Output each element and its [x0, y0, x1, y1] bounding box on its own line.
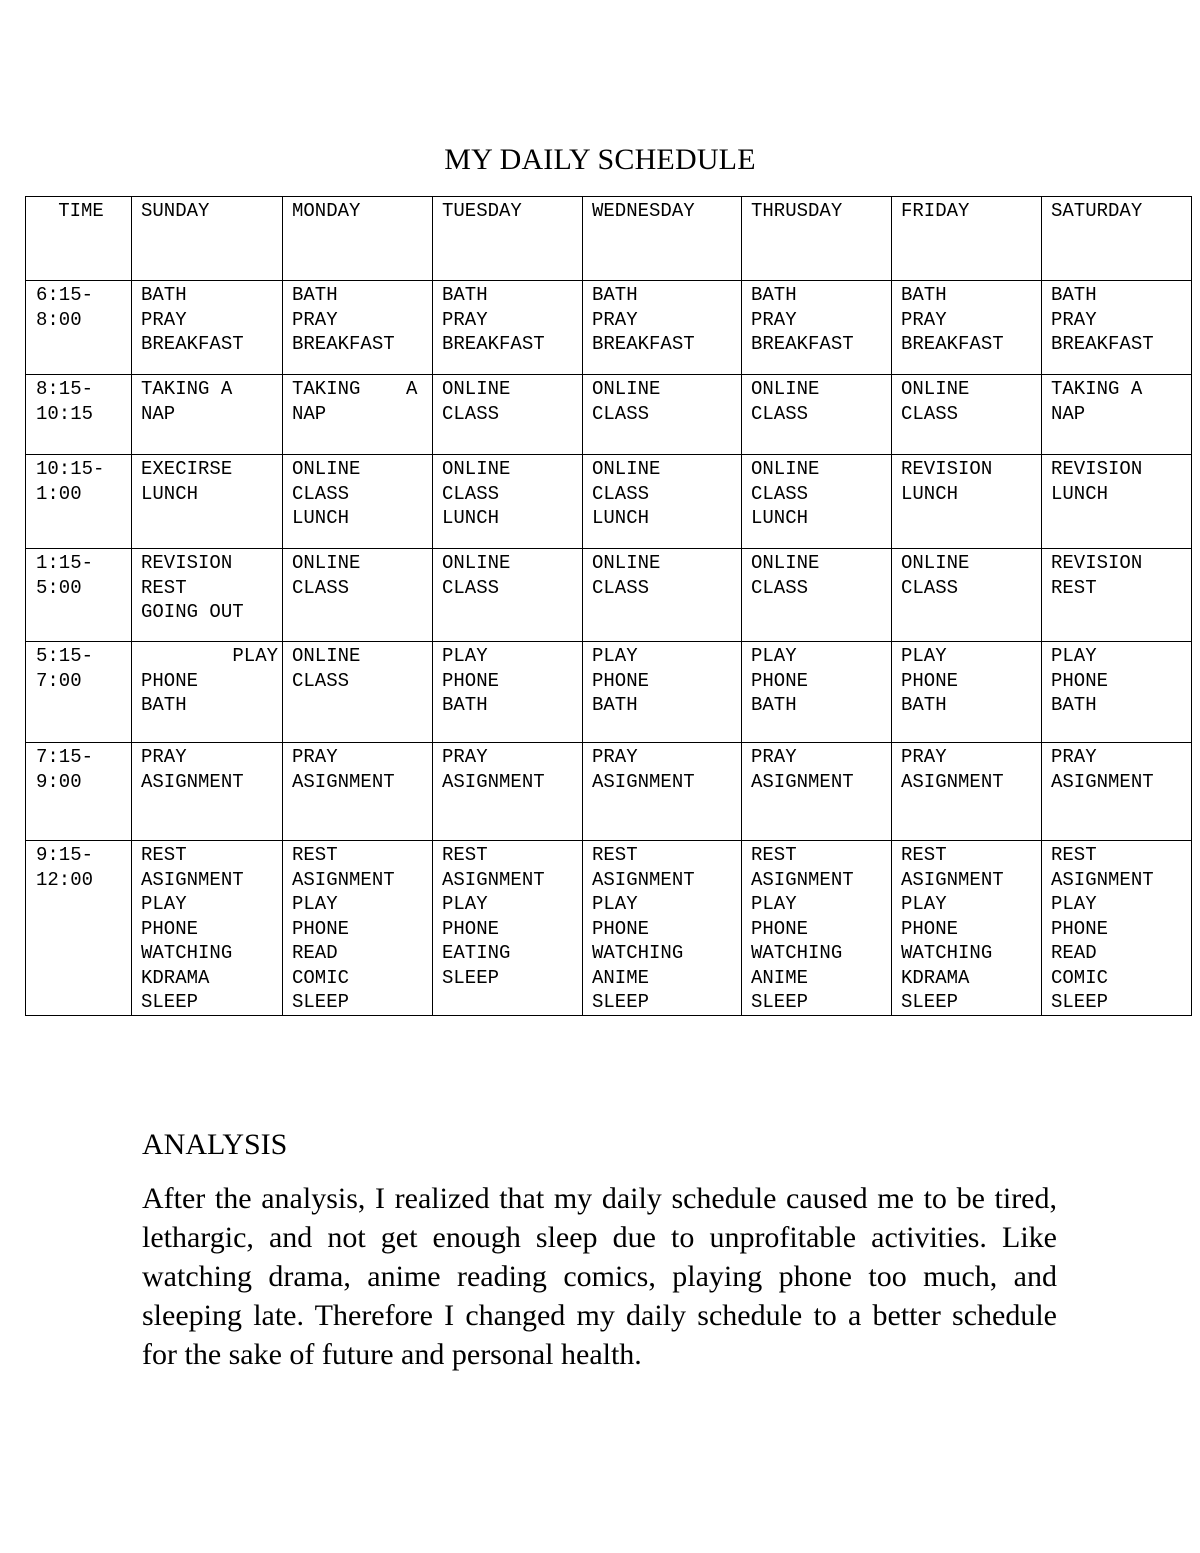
schedule-cell: PRAY ASIGNMENT	[742, 743, 892, 841]
time-cell: 6:15-8:00	[26, 281, 132, 375]
schedule-cell: TAKING A NAP	[1042, 375, 1192, 455]
schedule-cell: BATH PRAY BREAKFAST	[742, 281, 892, 375]
schedule-cell: REST ASIGNMENT PLAY PHONE READ COMIC SLEEP	[1042, 841, 1192, 1016]
table-row	[26, 642, 1192, 743]
schedule-cell: ONLINE CLASS LUNCH	[433, 455, 583, 549]
schedule-cell-line: PHONE	[141, 669, 199, 692]
schedule-cell: TAKING A NAP	[283, 375, 433, 455]
time-cell: 8:15- 10:15	[26, 375, 132, 455]
header-sunday: SUNDAY	[132, 197, 283, 281]
schedule-cell: REVISION REST GOING OUT	[132, 549, 283, 642]
schedule-cell: ONLINE CLASS	[742, 549, 892, 642]
time-cell: 1:15-5:00	[26, 549, 132, 642]
analysis-paragraph: After the analysis, I realized that my daily schedule caused me to be tired, lethargic, and not get enough sleep due to unprofitable activities. Like watching drama, anime reading comics, playing phone too much, and sleeping late. Therefore I changed my daily schedule to a better schedule for the sake of future and personal health.	[142, 1182, 1057, 1371]
header-saturday: SATURDAY	[1042, 197, 1192, 281]
header-tuesday: TUESDAY	[433, 197, 583, 281]
schedule-cell: PLAY PHONE BATH	[583, 642, 742, 743]
schedule-cell: REST ASIGNMENT PLAY PHONE WATCHING ANIME SLEEP	[742, 841, 892, 1016]
schedule-cell: ONLINE CLASS	[283, 642, 433, 743]
schedule-cell: REST ASIGNMENT PLAY PHONE EATING SLEEP	[433, 841, 583, 1016]
schedule-cell: ONLINE CLASS	[583, 549, 742, 642]
schedule-cell: PRAY ASIGNMENT	[132, 743, 283, 841]
schedule-cell: PLAY PHONE BATH	[892, 642, 1042, 743]
table-row	[26, 841, 1192, 1016]
schedule-cell: PLAY PHONE BATH	[742, 642, 892, 743]
header-thursday: THRUSDAY	[742, 197, 892, 281]
header-row	[26, 197, 1192, 281]
time-cell: 10:15- 1:00	[26, 455, 132, 549]
header-friday: FRIDAY	[892, 197, 1042, 281]
schedule-cell: ONLINE CLASS LUNCH	[283, 455, 433, 549]
schedule-cell: REVISION LUNCH	[1042, 455, 1192, 549]
schedule-cell: BATH PRAY BREAKFAST	[892, 281, 1042, 375]
time-cell: 5:15-7:00	[26, 642, 132, 743]
schedule-cell: ONLINE CLASS	[433, 549, 583, 642]
schedule-cell: EXECIRSE LUNCH	[132, 455, 283, 549]
schedule-cell: ONLINE CLASS LUNCH	[742, 455, 892, 549]
schedule-cell: PLAY PHONE BATH	[1042, 642, 1192, 743]
table-row	[26, 455, 1192, 549]
schedule-cell: PRAY ASIGNMENT	[1042, 743, 1192, 841]
schedule-cell: BATH PRAY BREAKFAST	[1042, 281, 1192, 375]
schedule-cell: REST ASIGNMENT PLAY PHONE READ COMIC SLEEP	[283, 841, 433, 1016]
schedule-cell: BATH PRAY BREAKFAST	[583, 281, 742, 375]
header-wednesday: WEDNESDAY	[583, 197, 742, 281]
schedule-cell-line: PLAY	[232, 645, 278, 667]
table-row	[26, 281, 1192, 375]
header-monday: MONDAY	[283, 197, 433, 281]
schedule-cell: REVISION LUNCH	[892, 455, 1042, 549]
schedule-cell: PRAY ASIGNMENT	[892, 743, 1042, 841]
schedule-cell: ONLINE CLASS LUNCH	[583, 455, 742, 549]
schedule-cell: ONLINE CLASS	[742, 375, 892, 455]
schedule-cell: PRAY ASIGNMENT	[583, 743, 742, 841]
header-time: TIME	[26, 197, 132, 281]
analysis-heading: ANALYSIS	[142, 1128, 288, 1161]
time-cell: 9:15- 12:00	[26, 841, 132, 1016]
schedule-cell: REST ASIGNMENT PLAY PHONE WATCHING KDRAMA SLEEP	[132, 841, 283, 1016]
schedule-cell: ONLINE CLASS	[433, 375, 583, 455]
schedule-cell: BATH PRAY BREAKFAST	[132, 281, 283, 375]
schedule-cell: ONLINE CLASS	[892, 375, 1042, 455]
schedule-cell: BATH PRAY BREAKFAST	[433, 281, 583, 375]
schedule-cell: ONLINE CLASS	[283, 549, 433, 642]
schedule-cell: BATH PRAY BREAKFAST	[283, 281, 433, 375]
schedule-cell: TAKING A NAP	[132, 375, 283, 455]
schedule-cell: PRAY ASIGNMENT	[433, 743, 583, 841]
schedule-table	[25, 196, 1192, 1016]
table-row	[26, 375, 1192, 455]
schedule-cell: REST ASIGNMENT PLAY PHONE WATCHING ANIME SLEEP	[583, 841, 742, 1016]
schedule-cell: REST ASIGNMENT PLAY PHONE WATCHING KDRAMA SLEEP	[892, 841, 1042, 1016]
schedule-cell: PLAY PHONE BATH	[433, 642, 583, 743]
table-row	[26, 743, 1192, 841]
schedule-cell: PRAY ASIGNMENT	[283, 743, 433, 841]
page-title: MY DAILY SCHEDULE	[444, 143, 756, 176]
schedule-cell: REVISION REST	[1042, 549, 1192, 642]
schedule-cell-line: BATH	[141, 694, 187, 716]
schedule-cell: ONLINE CLASS	[583, 375, 742, 455]
table-row	[26, 549, 1192, 642]
time-cell: 7:15-9:00	[26, 743, 132, 841]
schedule-cell: ONLINE CLASS	[892, 549, 1042, 642]
schedule-cell	[132, 642, 283, 743]
